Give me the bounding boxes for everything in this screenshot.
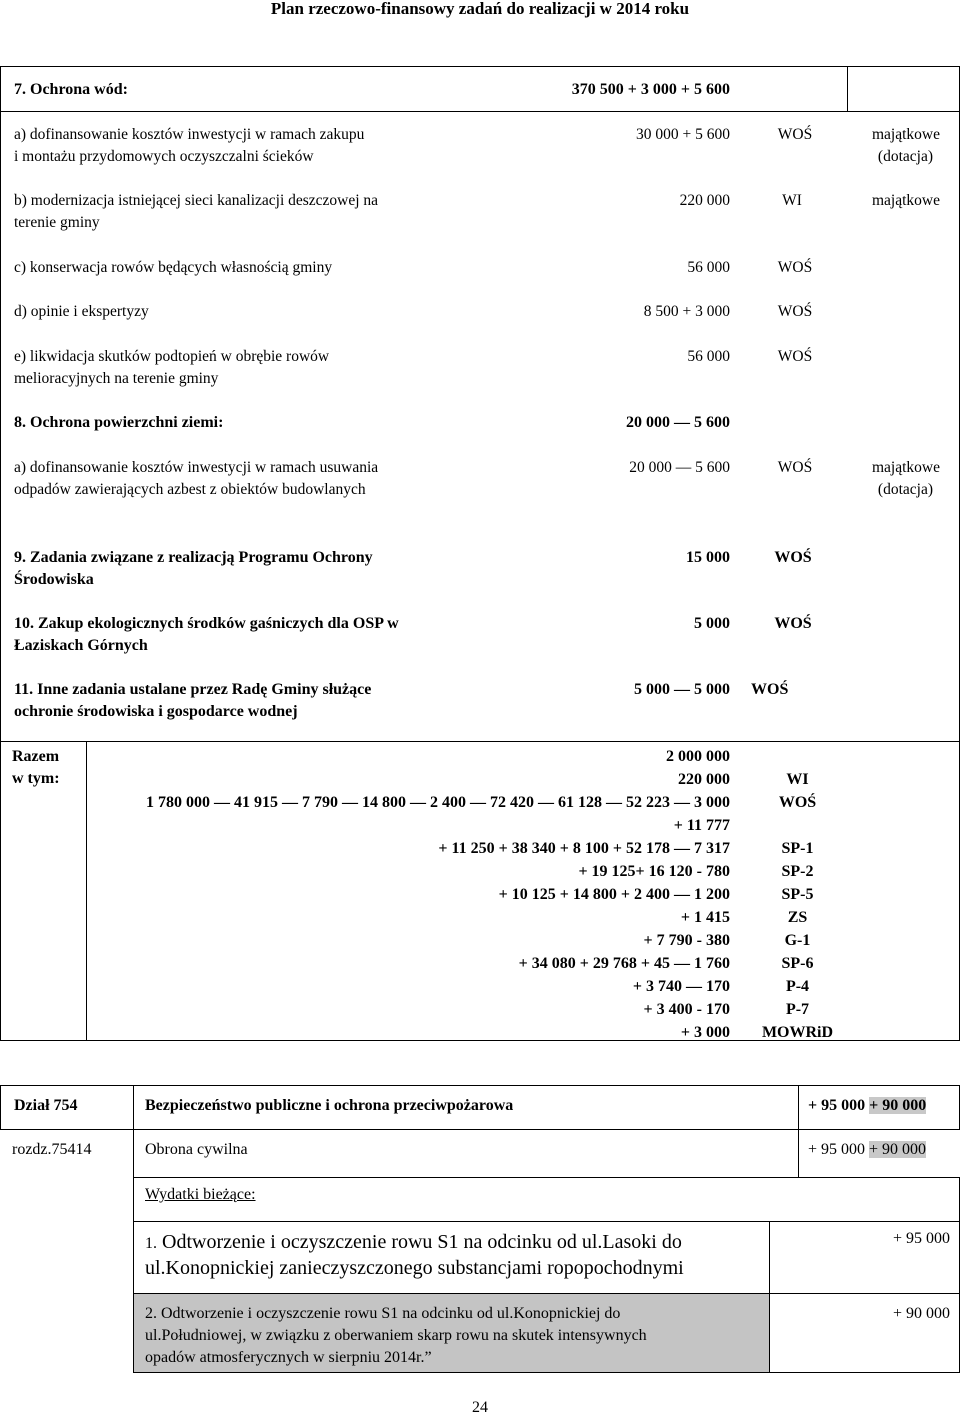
razem-amount: + 3 740 — 170: [632, 978, 730, 995]
razem-code: MOWRiD: [761, 1024, 834, 1041]
section-11-title-line1: 11. Inne zadania ustalane przez Radę Gminy służące: [14, 681, 372, 698]
task-line1: Odtworzenie i oczyszczenie rowu S1 na odcinku od ul.Konopnickiej do: [161, 1305, 621, 1322]
section-10-code: WOŚ: [774, 615, 812, 632]
dzial-amount-a: + 95 000: [808, 1097, 866, 1114]
section-10-title-line1: 10. Zakup ekologicznych środków gaśniczych dla OSP w: [14, 615, 399, 632]
row-label-line1: c) konserwacja rowów będących własnością gminy: [14, 259, 333, 276]
razem-code: G-1: [784, 932, 811, 949]
section-9-title-line1: 9. Zadania związane z realizacją Programu Ochrony: [14, 549, 373, 566]
task-left-border: [133, 1293, 134, 1372]
row-code: WI: [782, 192, 802, 209]
razem-code: WI: [786, 771, 809, 788]
dzial-table-bottom-border: [0, 1129, 960, 1130]
row-divider: [0, 741, 960, 742]
razem-code: ZS: [787, 909, 808, 926]
row-code: WOŚ: [777, 126, 813, 143]
wydatki-bottom-border: [133, 1221, 960, 1222]
razem-amount: + 11 250 + 38 340 + 8 100 + 52 178 — 7 317: [438, 840, 730, 857]
task-amount: + 95 000: [892, 1230, 950, 1247]
wydatki-top-border: [133, 1177, 960, 1178]
row-label-line2: odpadów zawierających azbest z obiektów budowlanych: [14, 481, 366, 498]
row-amount: 8 500 + 3 000: [643, 303, 730, 320]
row-kind-sub: (dotacja): [877, 148, 933, 165]
task-divider: [769, 1293, 770, 1372]
dzial-label: Dział 754: [14, 1097, 78, 1114]
section-11-title-line2: ochronie środowiska i gospodarce wodnej: [14, 703, 298, 720]
row-label-line1: a) dofinansowanie kosztów inwestycji w ramach usuwania: [14, 459, 379, 476]
razem-amount: + 7 790 - 380: [643, 932, 730, 949]
row-code: WOŚ: [777, 459, 813, 476]
razem-code: SP-5: [781, 886, 814, 903]
dzial-table-divider: [133, 1085, 134, 1130]
razem-amount: + 1 415: [680, 909, 730, 926]
row-label-line1: e) likwidacja skutków podtopień w obrębie rowów: [14, 348, 330, 365]
task-divider: [769, 1221, 770, 1294]
section-9-amount: 15 000: [686, 549, 730, 566]
table-left-border: [0, 66, 1, 1041]
razem-amount: + 11 777: [673, 817, 730, 834]
razem-code: SP-2: [781, 863, 814, 880]
section-9-code: WOŚ: [774, 549, 812, 566]
row-amount: 30 000 + 5 600: [636, 126, 730, 143]
section-10-title-line2: Łaziskach Górnych: [14, 637, 148, 654]
razem-amount: 2 000 000: [666, 748, 730, 765]
razem-sublabel: w tym:: [12, 770, 60, 787]
rozdz-amount-b: + 90 000: [869, 1141, 927, 1158]
row-label-line1: a) dofinansowanie kosztów inwestycji w ramach zakupu: [14, 126, 365, 143]
task-amount: + 90 000: [892, 1305, 950, 1322]
row-code: WOŚ: [777, 348, 813, 365]
dzial-table-left-border: [0, 1085, 1, 1130]
row-kind: majątkowe: [871, 126, 940, 143]
section-7-title: 7. Ochrona wód:: [14, 81, 128, 98]
dzial-amount-b: + 90 000: [869, 1097, 927, 1114]
dzial-title: Bezpieczeństwo publiczne i ochrona przeciwpożarowa: [145, 1097, 514, 1114]
rozdz-amount-a: + 95 000: [808, 1141, 866, 1158]
row-amount: 20 000 — 5 600: [629, 459, 730, 476]
task-number: 1.: [145, 1235, 157, 1252]
row-amount: 56 000: [687, 348, 730, 365]
razem-label: Razem: [12, 748, 60, 765]
razem-amount: 1 780 000 — 41 915 — 7 790 — 14 800 — 2 400 — 72 420 — 61 128 — 52 223 — 3 000: [146, 794, 730, 811]
razem-code: SP-1: [781, 840, 814, 857]
row-label-line1: b) modernizacja istniejącej sieci kanalizacji deszczowej na: [14, 192, 379, 209]
dzial-table-divider: [798, 1085, 799, 1130]
task-text-line1: [145, 1229, 682, 1257]
row-label-line2: terenie gminy: [14, 214, 100, 231]
razem-code: SP-6: [781, 955, 814, 972]
rozdz-divider: [798, 1129, 799, 1177]
razem-amount: + 10 125 + 14 800 + 2 400 — 1 200: [498, 886, 730, 903]
task-left-border: [133, 1221, 134, 1294]
section-10-amount: 5 000: [694, 615, 730, 632]
row-kind: majątkowe: [871, 459, 940, 476]
razem-amount: 220 000: [678, 771, 730, 788]
razem-amount: + 3 400 - 170: [643, 1001, 730, 1018]
section-9-title-line2: Środowiska: [14, 571, 94, 588]
row-code: WOŚ: [777, 259, 813, 276]
table-column-divider: [847, 66, 848, 111]
task-number: 2.: [145, 1305, 157, 1322]
row-kind: majątkowe: [871, 192, 940, 209]
row-amount: 56 000: [687, 259, 730, 276]
razem-code: P-7: [785, 1001, 810, 1018]
table-top-border: [0, 66, 960, 67]
row-kind-sub: (dotacja): [877, 481, 933, 498]
task-text-line1: [145, 1303, 620, 1325]
razem-amount: + 34 080 + 29 768 + 45 — 1 760: [518, 955, 730, 972]
page-number: 24: [472, 1399, 488, 1416]
rozdz-label: rozdz.75414: [12, 1141, 92, 1158]
razem-code: P-4: [785, 978, 810, 995]
razem-amount: + 3 000: [680, 1024, 730, 1041]
razem-column-divider: [86, 741, 87, 1041]
section-11-code: WOŚ: [751, 681, 789, 698]
section-11-amount: 5 000 — 5 000: [634, 681, 730, 698]
row-label-line1: d) opinie i ekspertyzy: [14, 303, 149, 320]
row-amount: 220 000: [679, 192, 730, 209]
task-text-line2: ul.Południowej, w związku z oberwaniem skarp rowu na skutek intensywnych: [145, 1327, 647, 1344]
row-label-line2: i montażu przydomowych oczyszczalni ścieków: [14, 148, 314, 165]
dzial-table-top-border: [0, 1085, 960, 1086]
rozdz-amount: [808, 1139, 926, 1161]
razem-code: WOŚ: [778, 794, 817, 811]
task-text-line3: opadów atmosferycznych w sierpniu 2014r.”: [145, 1349, 432, 1366]
section-8-title: 8. Ochrona powierzchni ziemi:: [14, 414, 224, 431]
rozdz-title: Obrona cywilna: [145, 1141, 248, 1158]
wydatki-left-border: [133, 1177, 134, 1222]
row-label-line2: melioracyjnych na terenie gminy: [14, 370, 219, 387]
page-header-title: Plan rzeczowo-finansowy zadań do realizacji w 2014 roku: [270, 0, 690, 18]
row-divider: [0, 111, 960, 112]
section-7-total: 370 500 + 3 000 + 5 600: [571, 81, 730, 98]
razem-amount: + 19 125+ 16 120 - 780: [578, 863, 730, 880]
task-line1: Odtworzenie i oczyszczenie rowu S1 na odcinku od ul.Lasoki do: [162, 1231, 682, 1253]
rozdz-divider: [133, 1129, 134, 1177]
task-text-line2: ul.Konopnickiej zanieczyszczonego substancjami ropopochodnymi: [145, 1257, 684, 1279]
section-8-total: 20 000 — 5 600: [626, 414, 730, 431]
task-bottom-border: [133, 1372, 960, 1373]
dzial-amount: [808, 1095, 926, 1117]
wydatki-heading: Wydatki bieżące:: [145, 1186, 256, 1203]
row-code: WOŚ: [777, 303, 813, 320]
